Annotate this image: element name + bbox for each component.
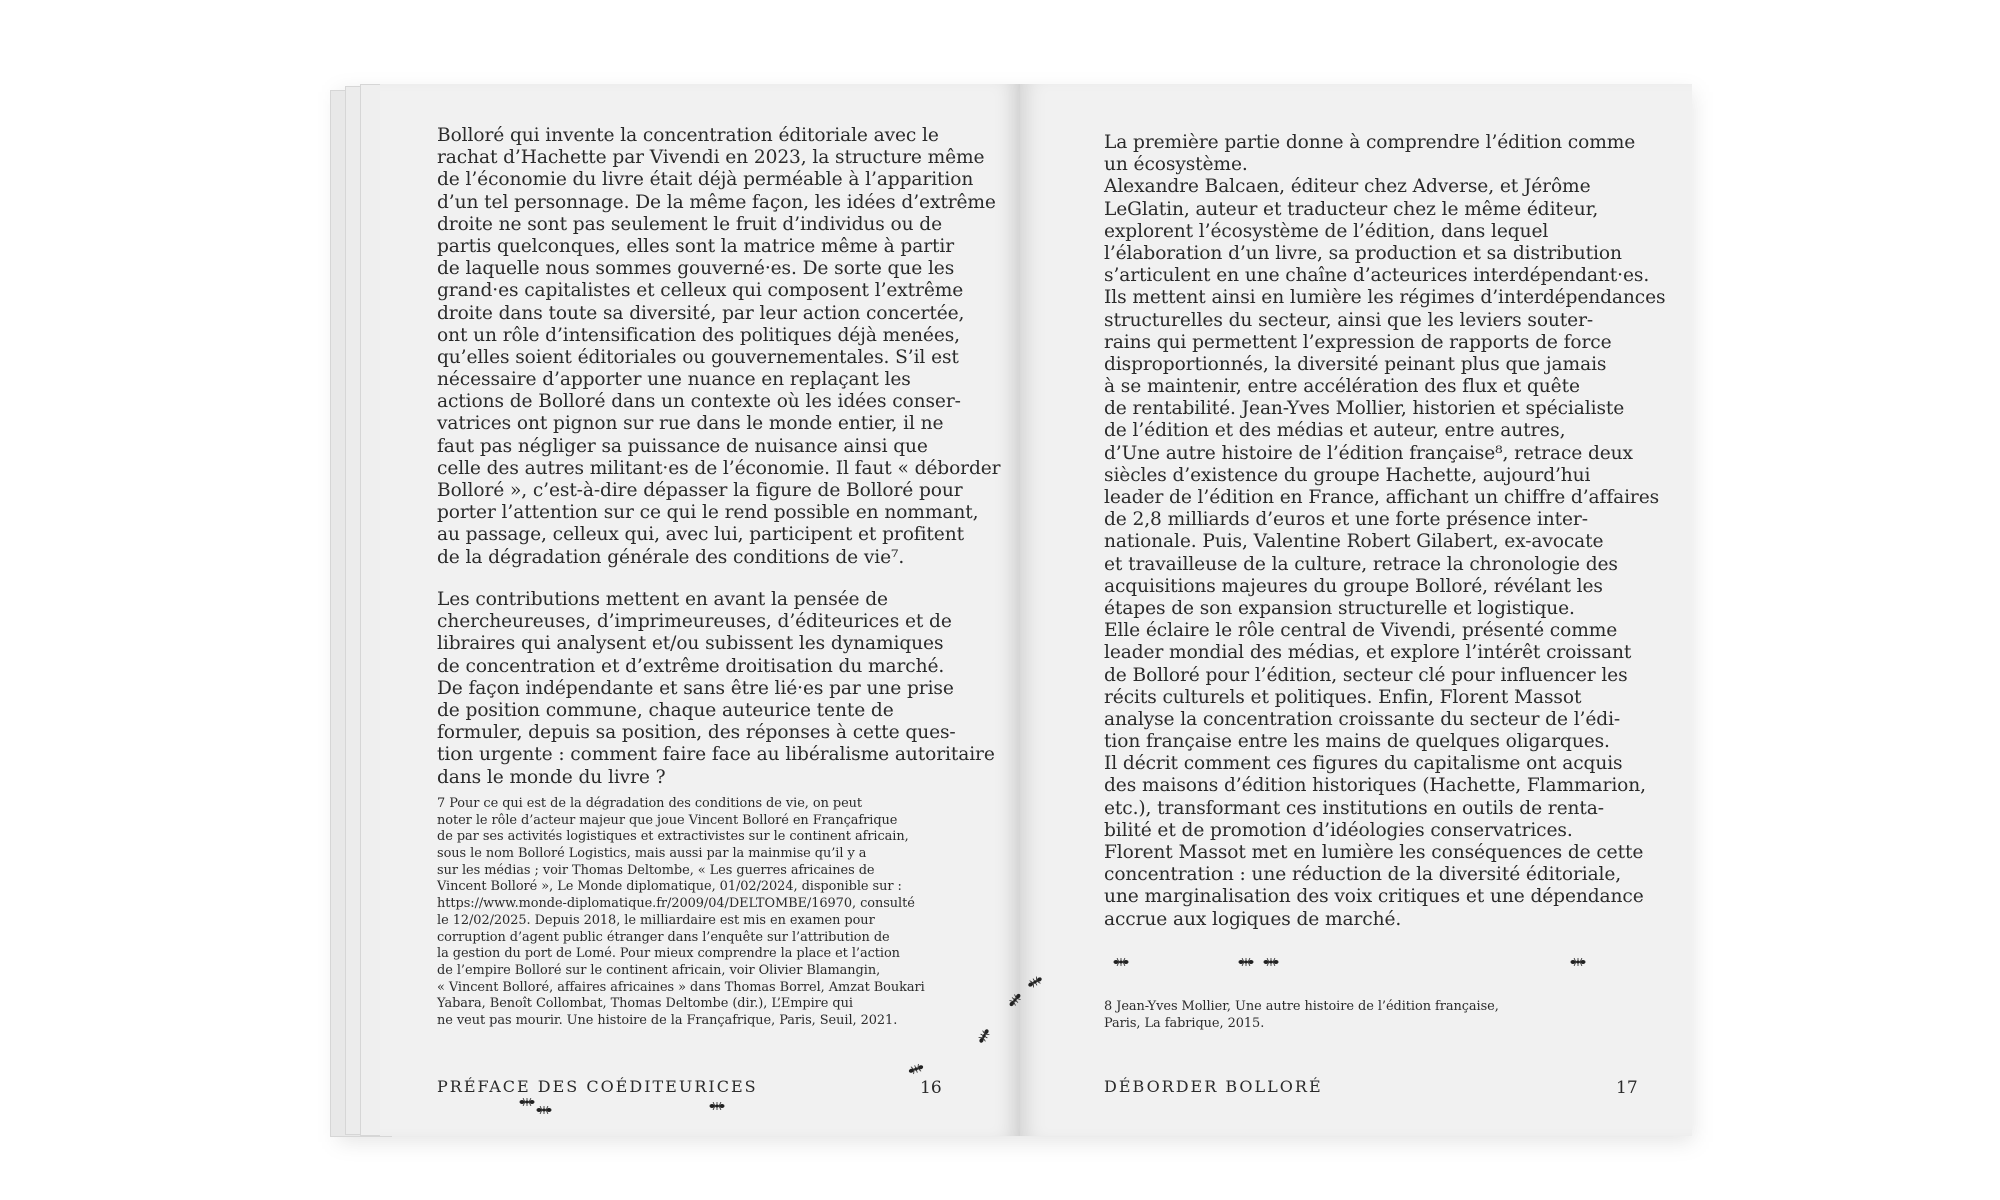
text-line: accrue aux logiques de marché. (1104, 908, 1402, 930)
text-line: qu’elles soient éditoriales ou gouvernementales. S’il est (437, 346, 959, 368)
text-line: acquisitions majeures du groupe Bolloré, révélant les (1104, 575, 1603, 597)
text-line: droite dans toute sa diversité, par leur action concertée, (437, 302, 965, 324)
text-line: de laquelle nous sommes gouverné·es. De sorte que les (437, 258, 955, 280)
left-running-head: PRÉFACE DES COÉDITEURICES (437, 1077, 758, 1096)
text-line: nécessaire d’apporter une nuance en replaçant les (437, 369, 911, 391)
text-line: explorent l’écosystème de l’édition, dans lequel (1104, 220, 1549, 242)
text-line: Elle éclaire le rôle central de Vivendi, présenté comme (1104, 620, 1618, 642)
footnote-line: ne veut pas mourir. Une histoire de la Françafrique, Paris, Seuil, 2021. (437, 1012, 898, 1028)
text-line: de rentabilité. Jean-Yves Mollier, historien et spécialiste (1104, 398, 1625, 420)
text-line: bilité et de promotion d’idéologies conservatrices. (1104, 819, 1573, 841)
text-line: chercheureuses, d’imprimeureuses, d’éditeurices et de (437, 611, 952, 633)
text-line: La première partie donne à comprendre l’édition comme (1104, 132, 1636, 153)
text-line: rachat d’Hachette par Vivendi en 2023, la structure même (437, 147, 985, 169)
text-line: De façon indépendante et sans être lié·es par une prise (437, 677, 954, 699)
left-footnote (437, 796, 925, 1030)
text-line: de l’édition et des médias et auteur, entre autres, (1104, 420, 1566, 442)
text-line: partis quelconques, elles sont la matrice même à partir (437, 235, 955, 257)
text-line: libraires qui analysent et/ou subissent les dynamiques (437, 633, 944, 655)
text-line: ont un rôle d’intensification des politiques déjà menées, (437, 324, 960, 346)
text-line: d’un tel personnage. De la même façon, les idées d’extrême (437, 191, 996, 213)
text-line: des maisons d’édition historiques (Hachette, Flammarion, (1104, 775, 1646, 797)
text-line: Il décrit comment ces figures du capitalisme ont acquis (1104, 753, 1623, 775)
text-line: dans le monde du livre ? (437, 766, 666, 788)
ant-icon (1263, 958, 1279, 966)
text-line: formuler, depuis sa position, des réponses à cette ques- (437, 722, 956, 744)
text-line: faut pas négliger sa puissance de nuisance ainsi que (437, 435, 928, 457)
text-line: structurelles du secteur, ainsi que les leviers souter- (1104, 309, 1594, 331)
text-line: Les contributions mettent en avant la pensée de (437, 589, 888, 610)
text-line: de concentration et d’extrême droitisation du marché. (437, 655, 945, 677)
text-line: de 2,8 milliards d’euros et une forte présence inter- (1104, 509, 1588, 531)
ant-icon (536, 1106, 552, 1114)
text-line: de position commune, chaque auteurice tente de (437, 699, 894, 721)
text-line: Bolloré », c’est-à-dire dépasser la figure de Bolloré pour (437, 480, 963, 501)
text-line: siècles d’existence du groupe Hachette, aujourd’hui (1104, 464, 1591, 486)
text-line: de la dégradation générale des conditions de vie⁷. (437, 546, 905, 568)
right-paragraph (1104, 132, 1665, 931)
text-line: analyse la concentration croissante du secteur de l’édi- (1104, 708, 1621, 730)
footnote-line: Yabara, Benoît Collombat, Thomas Deltombe (dir.), L’Empire qui (437, 996, 853, 1012)
ant-icon (519, 1098, 535, 1106)
text-line: tion française entre les mains de quelques oligarques. (1104, 731, 1610, 753)
ant-icon (709, 1102, 725, 1110)
text-line: celle des autres militant·es de l’économie. Il faut « déborder (437, 457, 1001, 479)
text-line: droite ne sont pas seulement le fruit d’individus ou de (437, 213, 942, 235)
ant-icon (1113, 958, 1129, 966)
text-line: LeGlatin, auteur et traducteur chez le même éditeur, (1104, 198, 1599, 220)
text-line: l’élaboration d’un livre, sa production et sa distribution (1104, 242, 1622, 264)
left-paragraph-2 (437, 589, 995, 789)
footnote-line: 8 Jean-Yves Mollier, Une autre histoire de l’édition française, (1104, 999, 1499, 1014)
text-line: concentration : une réduction de la diversité éditoriale, (1104, 864, 1622, 886)
left-page-number: 16 (920, 1078, 942, 1098)
text-line: Bolloré qui invente la concentration éditoriale avec le (437, 125, 939, 146)
text-line: de Bolloré pour l’édition, secteur clé pour influencer les (1104, 664, 1628, 686)
left-paragraph-1 (437, 125, 1000, 569)
text-line: et travailleuse de la culture, retrace la chronologie des (1104, 553, 1618, 575)
footnote-line: 7 Pour ce qui est de la dégradation des conditions de vie, on peut (437, 796, 863, 811)
text-line: rains qui permettent l’expression de rapports de force (1104, 331, 1612, 353)
footnote-line: « Vincent Bolloré, affaires africaines » dans Thomas Borrel, Amzat Boukari (437, 979, 925, 995)
text-line: leader mondial des médias, et explore l’intérêt croissant (1104, 642, 1632, 664)
text-line: vatrices ont pignon sur rue dans le monde entier, il ne (437, 413, 944, 435)
text-line: grand·es capitalistes et celleux qui composent l’extrême (437, 280, 964, 302)
text-line: Florent Massot met en lumière les conséquences de cette (1104, 842, 1644, 863)
footnote-line: de l’empire Bolloré sur le continent africain, voir Olivier Blamangin, (437, 962, 881, 978)
text-line: au passage, celleux qui, avec lui, participent et profitent (437, 524, 964, 546)
text-line: s’articulent en une chaîne d’acteurices interdépendant·es. (1104, 265, 1650, 287)
ant-icon (1570, 958, 1586, 966)
footnote-line: la gestion du port de Lomé. Pour mieux comprendre la place et l’action (437, 946, 900, 962)
text-line: etc.), transformant ces institutions en outils de renta- (1104, 797, 1604, 819)
text-line: une marginalisation des voix critiques et une dépendance (1104, 886, 1644, 908)
text-line: un écosystème. (1104, 154, 1248, 176)
right-running-head: DÉBORDER BOLLORÉ (1104, 1077, 1323, 1096)
footnote-line: sous le nom Bolloré Logistics, mais aussi par la mainmise qu’il y a (437, 846, 867, 862)
footnote-line: noter le rôle d’acteur majeur que joue Vincent Bolloré en Françafrique (437, 812, 898, 828)
text-line: de l’économie du livre était déjà perméable à l’apparition (437, 169, 974, 191)
footnote-line: Vincent Bolloré », Le Monde diplomatique, 01/02/2024, disponible sur : (437, 879, 902, 895)
footnote-line: Paris, La fabrique, 2015. (1104, 1015, 1265, 1031)
footnote-line: sur les médias ; voir Thomas Deltombe, « Les guerres africaines de (437, 862, 875, 878)
text-line: Alexandre Balcaen, éditeur chez Adverse, et Jérôme (1104, 176, 1591, 198)
text-line: d’Une autre histoire de l’édition française⁸, retrace deux (1104, 442, 1633, 464)
text-line: porter l’attention sur ce qui le rend possible en nommant, (437, 502, 979, 524)
text-line: disproportionnés, la diversité peinant plus que jamais (1104, 353, 1607, 375)
right-page-number: 17 (1616, 1078, 1638, 1098)
text-line: leader de l’édition en France, affichant un chiffre d’affaires (1104, 487, 1660, 508)
text-line: tion urgente : comment faire face au libéralisme autoritaire (437, 744, 995, 766)
footnote-line: de par ses activités logistiques et extractivistes sur le continent africain, (437, 829, 909, 845)
ant-icon (1238, 958, 1254, 966)
text-line: actions de Bolloré dans un contexte où les idées conser- (437, 391, 961, 413)
footnote-line: le 12/02/2025. Depuis 2018, le milliardaire est mis en examen pour (437, 912, 875, 928)
footnote-line: https://www.monde-diplomatique.fr/2009/04/DELTOMBE/16970, consulté (437, 896, 915, 912)
text-line: étapes de son expansion structurelle et logistique. (1104, 597, 1575, 619)
text-line: Ils mettent ainsi en lumière les régimes d’interdépendances (1104, 287, 1666, 309)
footnote-line: corruption d’agent public étranger dans l’enquête sur l’attribution de (437, 929, 890, 945)
text-line: récits culturels et politiques. Enfin, Florent Massot (1104, 686, 1582, 708)
text-line: à se maintenir, entre accélération des flux et quête (1104, 376, 1580, 398)
text-line: nationale. Puis, Valentine Robert Gilabert, ex-avocate (1104, 531, 1604, 553)
right-footnote (1104, 999, 1499, 1032)
